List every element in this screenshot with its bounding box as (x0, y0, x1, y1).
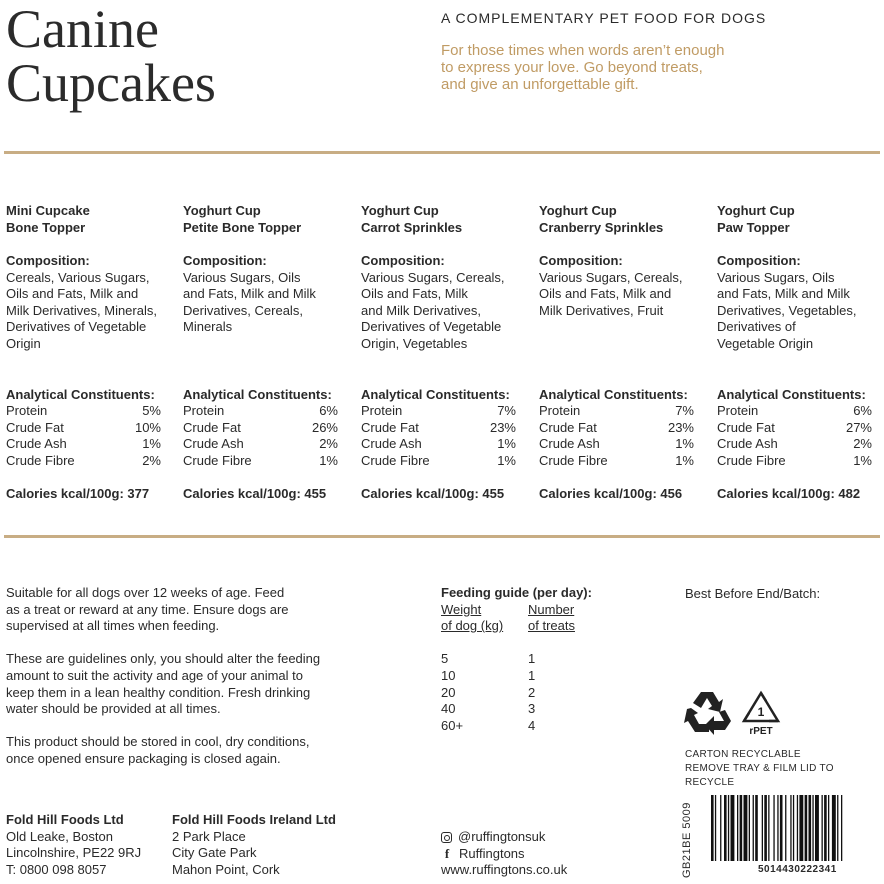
fat-label: Crude Fat (361, 419, 419, 435)
composition-line: Various Sugars, Oils (717, 269, 835, 285)
product-name-line-1: Yoghurt Cup (717, 203, 795, 218)
info-paragraph-2 (6, 651, 356, 717)
treats-value: 1 (528, 667, 536, 683)
ash-label: Crude Ash (539, 436, 600, 452)
composition-text (6, 270, 181, 387)
treats-value: 4 (528, 717, 536, 733)
fibre-label: Crude Fibre (717, 452, 786, 468)
product-name-line-2: Paw Topper (717, 219, 790, 235)
address-line: Mahon Point, Cork (172, 861, 280, 877)
fat-label: Crude Fat (539, 419, 597, 435)
weight-header (441, 602, 528, 635)
calories: Calories kcal/100g: 455 (183, 485, 327, 501)
product-column-1 (6, 203, 181, 502)
feeding-row (441, 701, 592, 718)
usage-info (6, 585, 356, 784)
fibre-row (539, 453, 694, 470)
fibre-label: Crude Fibre (6, 452, 75, 468)
fibre-value: 1% (853, 452, 872, 468)
phone-number: T: 0800 098 8057 (6, 861, 107, 877)
address-line: Old Leake, Boston (6, 828, 113, 844)
product-column-4 (539, 203, 714, 502)
info-line: keep them in a lean healthy condition. Fresh drinking (6, 684, 311, 700)
composition-line: Origin (6, 335, 41, 351)
composition-line: Vegetable Origin (717, 335, 814, 351)
composition-line: and Fats, Milk and Milk (717, 286, 850, 302)
info-paragraph-1 (6, 585, 356, 635)
calories: Calories kcal/100g: 482 (717, 485, 861, 501)
recycle-icon (683, 688, 733, 736)
product-name-line-1: Yoghurt Cup (539, 203, 617, 218)
protein-value: 6% (853, 403, 872, 419)
protein-row (361, 403, 516, 420)
protein-label: Protein (6, 403, 48, 419)
protein-value: 5% (142, 403, 161, 419)
tagline (441, 42, 801, 93)
feeding-guide-title: Feeding guide (per day): (441, 585, 592, 600)
product-column-5 (717, 203, 884, 502)
protein-label: Protein (539, 403, 581, 419)
feeding-row (441, 718, 592, 735)
fat-row (361, 420, 516, 437)
info-line: once opened ensure packaging is closed again. (6, 750, 281, 766)
composition-line: and Fats, Milk and Milk (183, 286, 316, 302)
product-name-line-1: Yoghurt Cup (361, 203, 439, 218)
info-line: as a treat or reward at any time. Ensure dogs are (6, 601, 289, 617)
ash-row (361, 436, 516, 453)
info-line: supervised at all times when feeding. (6, 618, 220, 634)
fibre-label: Crude Fibre (183, 452, 252, 468)
analytical-label: Analytical Constituents: (539, 386, 688, 402)
composition-line: Oils and Fats, Milk and (539, 286, 672, 302)
fat-value: 10% (134, 419, 161, 435)
weight-value: 60+ (441, 717, 464, 733)
protein-row (6, 403, 161, 420)
composition-text (183, 270, 358, 387)
treats-value: 2 (528, 684, 536, 700)
product-name-line-1: Yoghurt Cup (183, 203, 261, 218)
title-line-1: Canine (6, 0, 159, 59)
fat-row (6, 420, 161, 437)
info-paragraph-3 (6, 734, 356, 767)
composition-line: Various Sugars, Cereals, (539, 269, 683, 285)
feeding-guide-rows (441, 651, 592, 734)
treats-header-line-2: of treats (528, 618, 575, 634)
fibre-row (361, 453, 516, 470)
fat-label: Crude Fat (717, 419, 775, 435)
company-name: Fold Hill Foods Ireland Ltd (172, 812, 336, 827)
address-line: Lincolnshire, PE22 9RJ (6, 845, 142, 861)
composition-line: Derivatives, Vegetables, (717, 302, 857, 318)
fat-row (539, 420, 694, 437)
composition-label: Composition: (183, 253, 267, 268)
facebook-icon: f (444, 845, 450, 861)
composition-line: Derivatives, Cereals, (183, 302, 303, 318)
fat-row (717, 420, 872, 437)
product-name (361, 203, 536, 253)
product-column-3 (361, 203, 536, 502)
composition-line: Oils and Fats, Milk (361, 286, 468, 302)
composition-label: Composition: (6, 253, 90, 268)
fibre-value: 1% (319, 452, 338, 468)
info-line: Suitable for all dogs over 12 weeks of age. Feed (6, 585, 285, 600)
fibre-value: 1% (675, 452, 694, 468)
fat-row (183, 420, 338, 437)
fat-value: 27% (845, 419, 872, 435)
ash-value: 1% (675, 436, 694, 452)
composition-text (539, 270, 714, 387)
rpet-label: rPET (749, 726, 773, 737)
product-column-2 (183, 203, 358, 502)
fat-label: Crude Fat (183, 419, 241, 435)
protein-value: 7% (497, 403, 516, 419)
info-line: amount to suit the activity and age of your animal to (6, 667, 304, 683)
product-name (6, 203, 181, 253)
company-name: Fold Hill Foods Ltd (6, 812, 124, 827)
ash-label: Crude Ash (6, 436, 67, 452)
ash-value: 1% (497, 436, 516, 452)
ash-row (539, 436, 694, 453)
calories: Calories kcal/100g: 455 (361, 485, 505, 501)
product-name-line-2: Bone Topper (6, 219, 86, 235)
treats-header (528, 602, 575, 635)
barcode-number: 5014430222341 (758, 864, 837, 875)
protein-row (539, 403, 694, 420)
product-name (183, 203, 358, 253)
divider-top (4, 151, 880, 154)
fat-value: 26% (311, 419, 338, 435)
fibre-label: Crude Fibre (361, 452, 430, 468)
tagline-line-1: For those times when words aren’t enough (441, 42, 725, 59)
fibre-row (183, 453, 338, 470)
facebook-handle: Ruffingtons (459, 845, 525, 861)
feeding-row (441, 668, 592, 685)
subheading: A COMPLEMENTARY PET FOOD FOR DOGS (441, 10, 767, 26)
composition-line: Cereals, Various Sugars, (6, 269, 150, 285)
info-line: water should be provided at all times. (6, 701, 221, 717)
ash-value: 2% (319, 436, 338, 452)
protein-label: Protein (717, 403, 759, 419)
protein-row (183, 403, 338, 420)
ash-value: 2% (853, 436, 872, 452)
composition-line: Milk Derivatives, Minerals, (6, 302, 157, 318)
instagram-handle: @ruffingtonsuk (458, 829, 546, 844)
composition-line: Oils and Fats, Milk and (6, 286, 139, 302)
social-links (441, 829, 567, 879)
protein-row (717, 403, 872, 420)
product-name-line-2: Petite Bone Topper (183, 219, 302, 235)
product-name (539, 203, 714, 253)
analytical-label: Analytical Constituents: (717, 386, 866, 402)
fibre-label: Crude Fibre (539, 452, 608, 468)
product-name-line-2: Cranberry Sprinkles (539, 219, 664, 235)
fat-value: 23% (489, 419, 516, 435)
protein-label: Protein (361, 403, 403, 419)
feeding-row (441, 685, 592, 702)
weight-header-line-2: of dog (kg) (441, 618, 504, 634)
fibre-value: 2% (142, 452, 161, 468)
divider-middle (4, 535, 880, 538)
recycling-line-2: REMOVE TRAY & FILM LID TO RECYCLE (685, 763, 834, 788)
title-line-2: Cupcakes (6, 53, 216, 113)
analytical-label: Analytical Constituents: (361, 386, 510, 402)
ash-row (717, 436, 872, 453)
barcode (711, 795, 879, 861)
website-url: www.ruffingtons.co.uk (441, 862, 568, 878)
analytical-label: Analytical Constituents: (183, 386, 332, 402)
fibre-row (6, 453, 161, 470)
instagram-row (441, 829, 567, 846)
ash-row (6, 436, 161, 453)
composition-line: Various Sugars, Cereals, (361, 269, 505, 285)
fibre-value: 1% (497, 452, 516, 468)
ash-label: Crude Ash (361, 436, 422, 452)
fat-label: Crude Fat (6, 419, 64, 435)
composition-label: Composition: (717, 253, 801, 268)
weight-value: 5 (441, 651, 449, 667)
composition-label: Composition: (539, 253, 623, 268)
treats-value: 1 (528, 651, 536, 667)
tagline-line-2: to express your love. Go beyond treats, (441, 59, 703, 76)
treats-value: 3 (528, 701, 536, 717)
rpet-number: 1 (757, 705, 765, 719)
weight-value: 10 (441, 667, 456, 683)
rpet-recycling-icon (741, 690, 781, 738)
composition-line: Various Sugars, Oils (183, 269, 301, 285)
address-uk (6, 812, 141, 878)
website-row (441, 862, 567, 879)
barcode-side-code: GB21BE 5009 (681, 802, 693, 878)
weight-value: 20 (441, 684, 456, 700)
weight-value: 40 (441, 701, 456, 717)
tagline-line-3: and give an unforgettable gift. (441, 76, 639, 93)
product-title (6, 0, 216, 113)
feeding-row (441, 651, 592, 668)
recycling-instructions (685, 748, 884, 790)
calories: Calories kcal/100g: 377 (6, 485, 150, 501)
composition-line: Derivatives of Vegetable (361, 319, 502, 335)
weight-header-line-1: Weight (441, 601, 482, 617)
info-line: This product should be stored in cool, dry conditions, (6, 734, 310, 750)
feeding-guide (441, 585, 592, 734)
composition-line: Milk Derivatives, Fruit (539, 302, 664, 318)
ash-row (183, 436, 338, 453)
composition-text (717, 270, 884, 387)
facebook-row (441, 846, 567, 863)
analytical-label: Analytical Constituents: (6, 386, 155, 402)
product-name-line-2: Carrot Sprinkles (361, 219, 463, 235)
fat-value: 23% (667, 419, 694, 435)
composition-text (361, 270, 536, 387)
product-name-line-1: Mini Cupcake (6, 203, 90, 218)
protein-label: Protein (183, 403, 225, 419)
composition-line: and Milk Derivatives, (361, 302, 481, 318)
feeding-guide-headers (441, 602, 592, 635)
calories: Calories kcal/100g: 456 (539, 485, 683, 501)
instagram-icon (441, 832, 452, 843)
address-ireland (172, 812, 336, 878)
composition-label: Composition: (361, 253, 445, 268)
treats-header-line-1: Number (528, 601, 575, 617)
ash-label: Crude Ash (717, 436, 778, 452)
address-line: City Gate Park (172, 845, 257, 861)
info-line: These are guidelines only, you should alter the feeding (6, 651, 321, 667)
product-name (717, 203, 884, 253)
protein-value: 6% (319, 403, 338, 419)
recycling-line-1: CARTON RECYCLABLE (685, 749, 801, 760)
ash-value: 1% (142, 436, 161, 452)
ash-label: Crude Ash (183, 436, 244, 452)
address-line: 2 Park Place (172, 828, 246, 844)
best-before-label: Best Before End/Batch: (685, 586, 821, 601)
composition-line: Origin, Vegetables (361, 335, 468, 351)
protein-value: 7% (675, 403, 694, 419)
composition-line: Minerals (183, 319, 233, 335)
composition-line: Derivatives of Vegetable (6, 319, 147, 335)
composition-line: Derivatives of (717, 319, 796, 335)
fibre-row (717, 453, 872, 470)
